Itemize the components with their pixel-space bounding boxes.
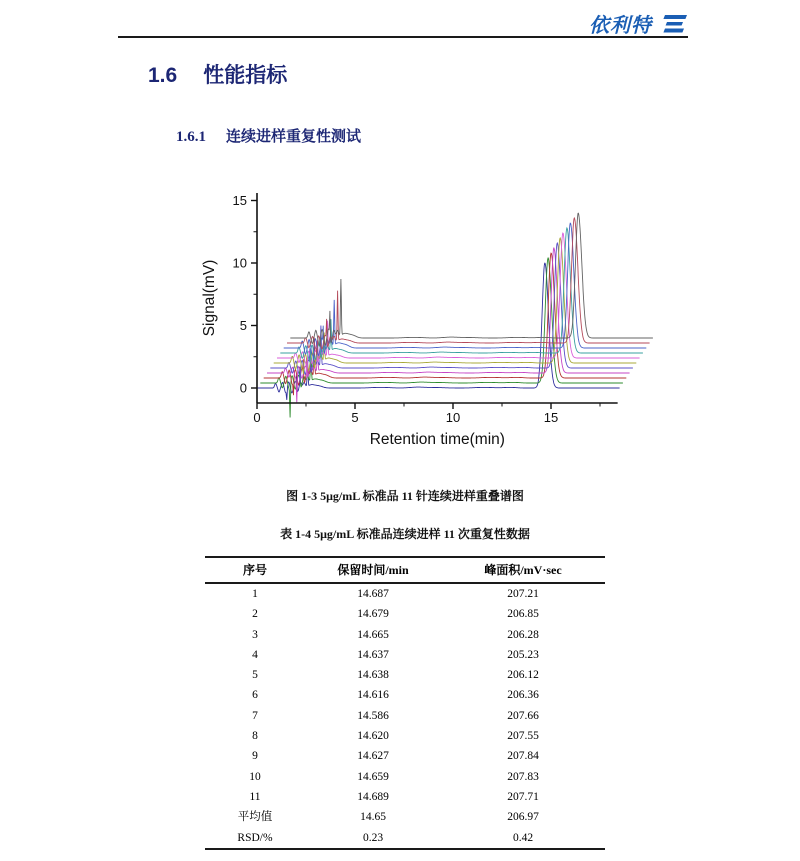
table-row	[205, 583, 605, 604]
table-row	[205, 706, 605, 726]
table-cell: 206.85	[507, 608, 539, 621]
table-cell: 14.627	[357, 750, 389, 763]
table-column-header: 峰面积/mV·sec	[441, 557, 605, 583]
brand-logo	[589, 9, 688, 38]
table-cell: 14.638	[357, 669, 389, 682]
x-axis-tick-label: 15	[543, 410, 559, 425]
y-axis-tick-label: 15	[232, 193, 247, 208]
table-cell: 207.66	[507, 709, 539, 722]
brand-stripes-icon	[656, 12, 688, 36]
table-cell: 207.84	[507, 750, 539, 763]
table-cell: 14.586	[357, 709, 389, 722]
table-cell: 207.71	[507, 790, 539, 803]
table-cell: 207.55	[507, 730, 539, 743]
brand-logo-text: 依利特	[589, 15, 652, 37]
table-cell: 14.687	[357, 588, 389, 600]
table-cell: 0.23	[362, 831, 384, 844]
table-cell: 207.21	[507, 588, 539, 600]
y-axis-title: Signal(mV)	[201, 259, 218, 337]
table-row	[205, 604, 605, 624]
table-caption: 表 1-4 5μg/mL 标准品连续进样 11 次重复性数据	[280, 527, 530, 541]
table-cell: 14.620	[357, 730, 389, 743]
table-row	[205, 726, 605, 746]
table-cell: 0.42	[512, 831, 534, 844]
table-column-header: 序号	[205, 557, 305, 583]
x-axis-tick-label: 0	[253, 410, 261, 425]
table-row	[205, 787, 605, 807]
table-row	[205, 665, 605, 685]
table-cell: 206.36	[507, 689, 539, 702]
table-cell: RSD/%	[237, 831, 273, 844]
chromatogram-trace-run-3	[264, 253, 627, 395]
table-cell: 206.12	[507, 669, 539, 682]
x-axis-tick-label: 5	[351, 410, 359, 425]
table-cell: 5	[252, 669, 258, 682]
table-cell: 1	[252, 588, 258, 600]
table-column-header: 保留时间/min	[305, 557, 441, 583]
table-row	[205, 767, 605, 787]
table-cell: 4	[252, 648, 258, 661]
table-row	[205, 828, 605, 849]
table-cell: 2	[252, 608, 258, 621]
chromatogram-chart	[200, 178, 660, 470]
table-cell: 14.689	[357, 790, 389, 803]
table-cell: 14.665	[357, 628, 389, 641]
table-row	[205, 807, 605, 827]
table-cell: 平均值	[237, 811, 273, 824]
table-row	[205, 625, 605, 645]
table-cell: 207.83	[507, 770, 539, 783]
chromatogram-trace-run-7	[277, 233, 640, 379]
table-cell: 3	[252, 628, 258, 641]
table-cell: 7	[252, 709, 258, 722]
table-row	[205, 746, 605, 766]
y-axis-tick-label: 0	[239, 380, 247, 396]
table-cell: 206.97	[507, 811, 539, 824]
table-cell: 11	[249, 790, 261, 803]
table-cell: 14.65	[360, 811, 386, 824]
y-axis-tick-label: 10	[232, 255, 247, 271]
table-cell: 14.637	[357, 648, 389, 661]
subsection-number: 1.6.1	[176, 129, 206, 145]
table-cell: 14.659	[357, 770, 389, 783]
table-cell: 9	[252, 750, 258, 763]
table-row	[205, 645, 605, 665]
table-row	[205, 685, 605, 705]
table-cell: 206.28	[507, 628, 539, 641]
section-number: 1.6	[148, 64, 178, 87]
header-rule	[118, 36, 688, 38]
chromatogram-trace-run-9	[284, 223, 647, 361]
y-axis-tick-label: 5	[239, 318, 247, 333]
section-heading	[148, 62, 287, 90]
chromatogram-trace-run-11	[290, 213, 653, 346]
table-cell: 6	[252, 689, 258, 702]
chromatogram-trace-run-5	[270, 243, 633, 383]
x-axis-title: Retention time(min)	[369, 431, 505, 448]
subsection-title: 连续进样重复性测试	[226, 129, 362, 145]
subsection-heading	[176, 126, 361, 148]
section-title: 性能指标	[203, 64, 288, 87]
table-cell: 14.616	[357, 689, 389, 702]
table-header-row	[205, 557, 605, 583]
table-cell: 205.23	[507, 648, 539, 661]
x-axis-tick-label: 10	[445, 410, 461, 425]
figure-caption: 图 1-3 5μg/mL 标准品 11 针连续进样重叠谱图	[286, 489, 524, 503]
table-cell: 14.679	[357, 608, 389, 621]
table-cell: 10	[249, 770, 261, 783]
table-cell: 8	[252, 730, 258, 743]
repeatability-table	[205, 556, 605, 850]
